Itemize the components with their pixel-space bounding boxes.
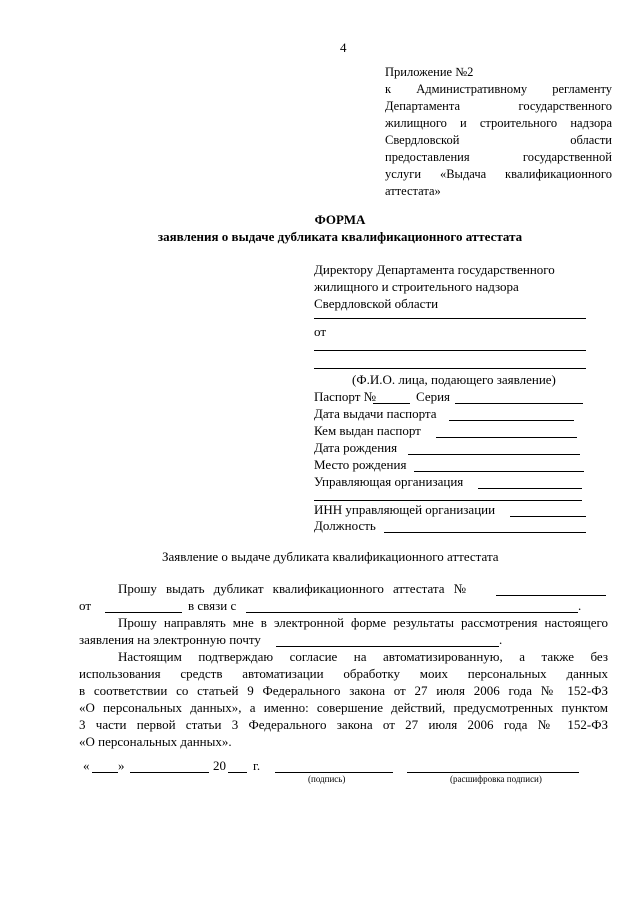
email-field[interactable] [276, 646, 499, 647]
consent-line: Настоящим подтверждаю согласие на автоматизированную, а также без [118, 649, 608, 664]
form-title: ФОРМА [314, 212, 366, 227]
managing-org-field-2[interactable] [314, 500, 582, 501]
addressee-line: жилищного и строительного надзора [314, 279, 519, 294]
managing-org-field[interactable] [478, 488, 582, 489]
birth-date-label: Дата рождения [314, 440, 398, 455]
position-label: Должность [314, 518, 376, 533]
email-request-line-2: заявления на электронную почту [79, 632, 261, 647]
certificate-number-field[interactable] [496, 595, 606, 596]
passport-label: Паспорт № [314, 389, 377, 404]
date-quote-close: » [118, 758, 125, 773]
signature-field[interactable] [275, 772, 393, 773]
month-field[interactable] [130, 772, 209, 773]
birth-date-field[interactable] [408, 454, 580, 455]
signature-decode-field[interactable] [407, 772, 579, 773]
consent-line: 3 части первой статьи 3 Федерального закона от 27 июля 2006 года № 152-ФЗ [79, 717, 608, 732]
consent-line-last: «О персональных данных». [79, 734, 232, 749]
position-field[interactable] [384, 532, 586, 533]
inn-label: ИНН управляющей организации [314, 502, 496, 517]
appendix-text [385, 81, 612, 200]
appendix-line: аттестата» [385, 184, 441, 198]
in-connection-label: в связи с [188, 598, 237, 613]
year-prefix: 20 [213, 758, 226, 773]
from-field-line-2[interactable] [314, 368, 586, 369]
birth-place-field[interactable] [414, 471, 584, 472]
appendix-title: Приложение №2 [385, 65, 474, 79]
day-field[interactable] [92, 772, 118, 773]
page-number: 4 [340, 40, 347, 55]
email-request [118, 615, 608, 631]
decode-caption: (расшифровка подписи) [450, 774, 542, 784]
year-field[interactable] [228, 772, 247, 773]
from-field-line[interactable] [314, 350, 586, 351]
appendix-line: жилищного и строительного надзора [385, 116, 612, 130]
appendix-line: Свердловской области [385, 133, 612, 147]
inn-field[interactable] [510, 516, 586, 517]
series-label: Серия [416, 389, 451, 404]
series-field[interactable] [455, 403, 583, 404]
issue-date-field[interactable] [449, 420, 574, 421]
email-dot: . [499, 632, 503, 647]
request-from-label: от [79, 598, 92, 613]
appendix-line: услуги «Выдача квалификационного [385, 167, 612, 181]
reason-field[interactable] [246, 612, 578, 613]
year-suffix: г. [253, 758, 261, 773]
consent-line: «О персональных данных», а именно: совершение действий, предусмотренных пунктом [79, 700, 608, 715]
request-line-1 [118, 581, 466, 597]
managing-org-label: Управляющая организация [314, 474, 464, 489]
appendix-line: предоставления государственной [385, 150, 612, 164]
reason-dot: . [578, 598, 582, 613]
birth-place-label: Место рождения [314, 457, 407, 472]
form-subtitle: заявления о выдаче дубликата квалификационного аттестата [157, 229, 523, 244]
issue-date-label: Дата выдачи паспорта [314, 406, 437, 421]
addressee-blank-line[interactable] [314, 318, 586, 319]
appendix-line: к Административному регламенту [385, 82, 612, 96]
consent-paragraph [79, 649, 608, 751]
addressee-line: Свердловской области [314, 296, 439, 311]
date-quote-open: « [83, 758, 90, 773]
fio-caption: (Ф.И.О. лица, подающего заявление) [352, 372, 556, 387]
issued-by-label: Кем выдан паспорт [314, 423, 421, 438]
addressee-block [314, 262, 589, 313]
signature-caption: (подпись) [308, 774, 346, 784]
issued-by-field[interactable] [436, 437, 577, 438]
email-request-text: Прошу направлять мне в электронной форме результаты рассмотрения настоящего [118, 615, 608, 630]
statement-title: Заявление о выдаче дубликата квалификационного аттестата [162, 549, 499, 564]
certificate-date-field[interactable] [105, 612, 182, 613]
passport-number-field[interactable] [373, 403, 410, 404]
consent-line: в соответствии со статьей 9 Федерального закона от 27 июля 2006 года № 152-ФЗ [79, 683, 608, 698]
addressee-line: Директору Департамента государственного [314, 262, 555, 277]
request-text: Прошу выдать дубликат квалификационного аттестата № [118, 581, 466, 596]
from-label: от [314, 324, 327, 339]
appendix-line: Департамента государственного [385, 99, 612, 113]
consent-line: использования средств автоматизации обработку моих персональных данных [79, 666, 608, 681]
